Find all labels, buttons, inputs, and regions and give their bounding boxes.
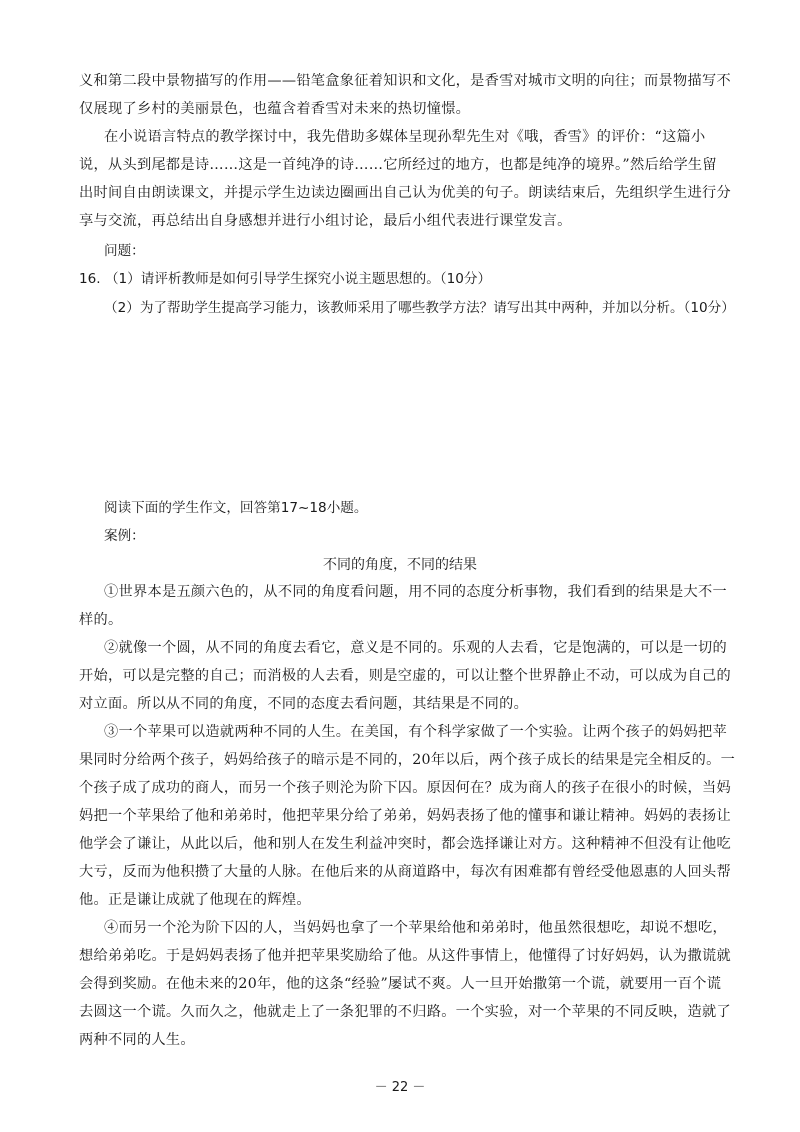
essay-line: 大亏，反而为他积攒了大量的人脉。在他后来的从商道路中，每次有困难都有曾经受他恩惠的人回头帮 [79, 864, 731, 880]
question-label: 问题： [104, 243, 145, 259]
paragraph-line: 在小说语言特点的教学探讨中，我先借助多媒体呈现孙犁先生对《哦，香雪》的评价：“这篇小 [104, 129, 706, 145]
essay-line: 个孩子成了成功的商人，而另一个孩子则沦为阶下囚。原因何在？成为商人的孩子在很小的时候，当妈 [79, 780, 731, 796]
essay-line: ①世界本是五颜六色的，从不同的角度看问题，用不同的态度分析事物，我们看到的结果是大不一 [104, 584, 727, 600]
case-label: 案例： [104, 528, 145, 544]
essay-line: 开始，可以是完整的自己；而消极的人去看，则是空虚的，可以让整个世界静止不动，可以成为自己的 [79, 668, 731, 684]
essay-line: 妈把一个苹果给了他和弟弟时，他把苹果分给了弟弟，妈妈表扬了他的懂事和谦让精神。妈妈的表扬让 [79, 808, 731, 824]
essay-line: ③一个苹果可以造就两种不同的人生。在美国，有个科学家做了一个实验。让两个孩子的妈妈把苹 [104, 724, 727, 740]
essay-line: 他。正是谦让成就了他现在的辉煌。 [79, 892, 311, 908]
essay-line: ④而另一个沦为阶下囚的人，当妈妈也拿了一个苹果给他和弟弟时，他虽然很想吃，却说不想吃， [104, 920, 727, 936]
essay-line: 想给弟弟吃。于是妈妈表扬了他并把苹果奖励给了他。从这件事情上，他懂得了讨好妈妈，认为撒谎就 [79, 948, 731, 964]
essay-line: 样的。 [79, 612, 123, 628]
essay-line: 两种不同的人生。 [79, 1032, 195, 1048]
reading-instruction: 阅读下面的学生作文，回答第17~18小题。 [104, 500, 368, 516]
question-16-2: （2）为了帮助学生提高学习能力，该教师采用了哪些教学方法？请写出其中两种，并加以分析。（10分） [104, 300, 735, 316]
essay-line: 会得到奖励。在他未来的20年，他的这条“经验”屡试不爽。人一旦开始撒第一个谎，就要用一百个谎 [79, 976, 722, 992]
essay-line: ②就像一个圆，从不同的角度去看它，意义是不同的。乐观的人去看，它是饱满的，可以是一切的 [104, 640, 727, 656]
paragraph-line: 义和第二段中景物描写的作用——铅笔盒象征着知识和文化，是香雪对城市文明的向往；而景物描写不 [79, 73, 731, 89]
page-number: － 22 － [374, 1080, 426, 1095]
essay-title: 不同的角度，不同的结果 [323, 557, 477, 573]
paragraph-line: 仅展现了乡村的美丽景色，也蕴含着香雪对未来的热切憧憬。 [79, 101, 471, 117]
paragraph-line: 享与交流，再总结出自身感想并进行小组讨论，最后小组代表进行课堂发言。 [79, 213, 572, 229]
essay-line: 他学会了谦让，从此以后，他和别人在发生利益冲突时，都会选择谦让对方。这种精神不但没有让他吃 [79, 836, 731, 852]
paragraph-line: 说，从头到尾都是诗……这是一首纯净的诗……它所经过的地方，也都是纯净的境界。”然后给学生留 [79, 157, 717, 173]
essay-line: 对立面。所以从不同的角度，不同的态度去看问题，其结果是不同的。 [79, 696, 529, 712]
question-16-1: 16. （1）请评析教师是如何引导学生探究小说主题思想的。（10分） [79, 271, 492, 287]
essay-line: 果同时分给两个孩子，妈妈给孩子的暗示是不同的，20年以后，两个孩子成长的结果是完全相反的。一 [79, 752, 736, 768]
paragraph-line: 出时间自由朗读课文，并提示学生边读边圈画出自己认为优美的句子。朗读结束后，先组织学生进行分 [79, 185, 731, 201]
essay-line: 去圆这一个谎。久而久之，他就走上了一条犯罪的不归路。一个实验，对一个苹果的不同反映，造就了 [79, 1004, 731, 1020]
